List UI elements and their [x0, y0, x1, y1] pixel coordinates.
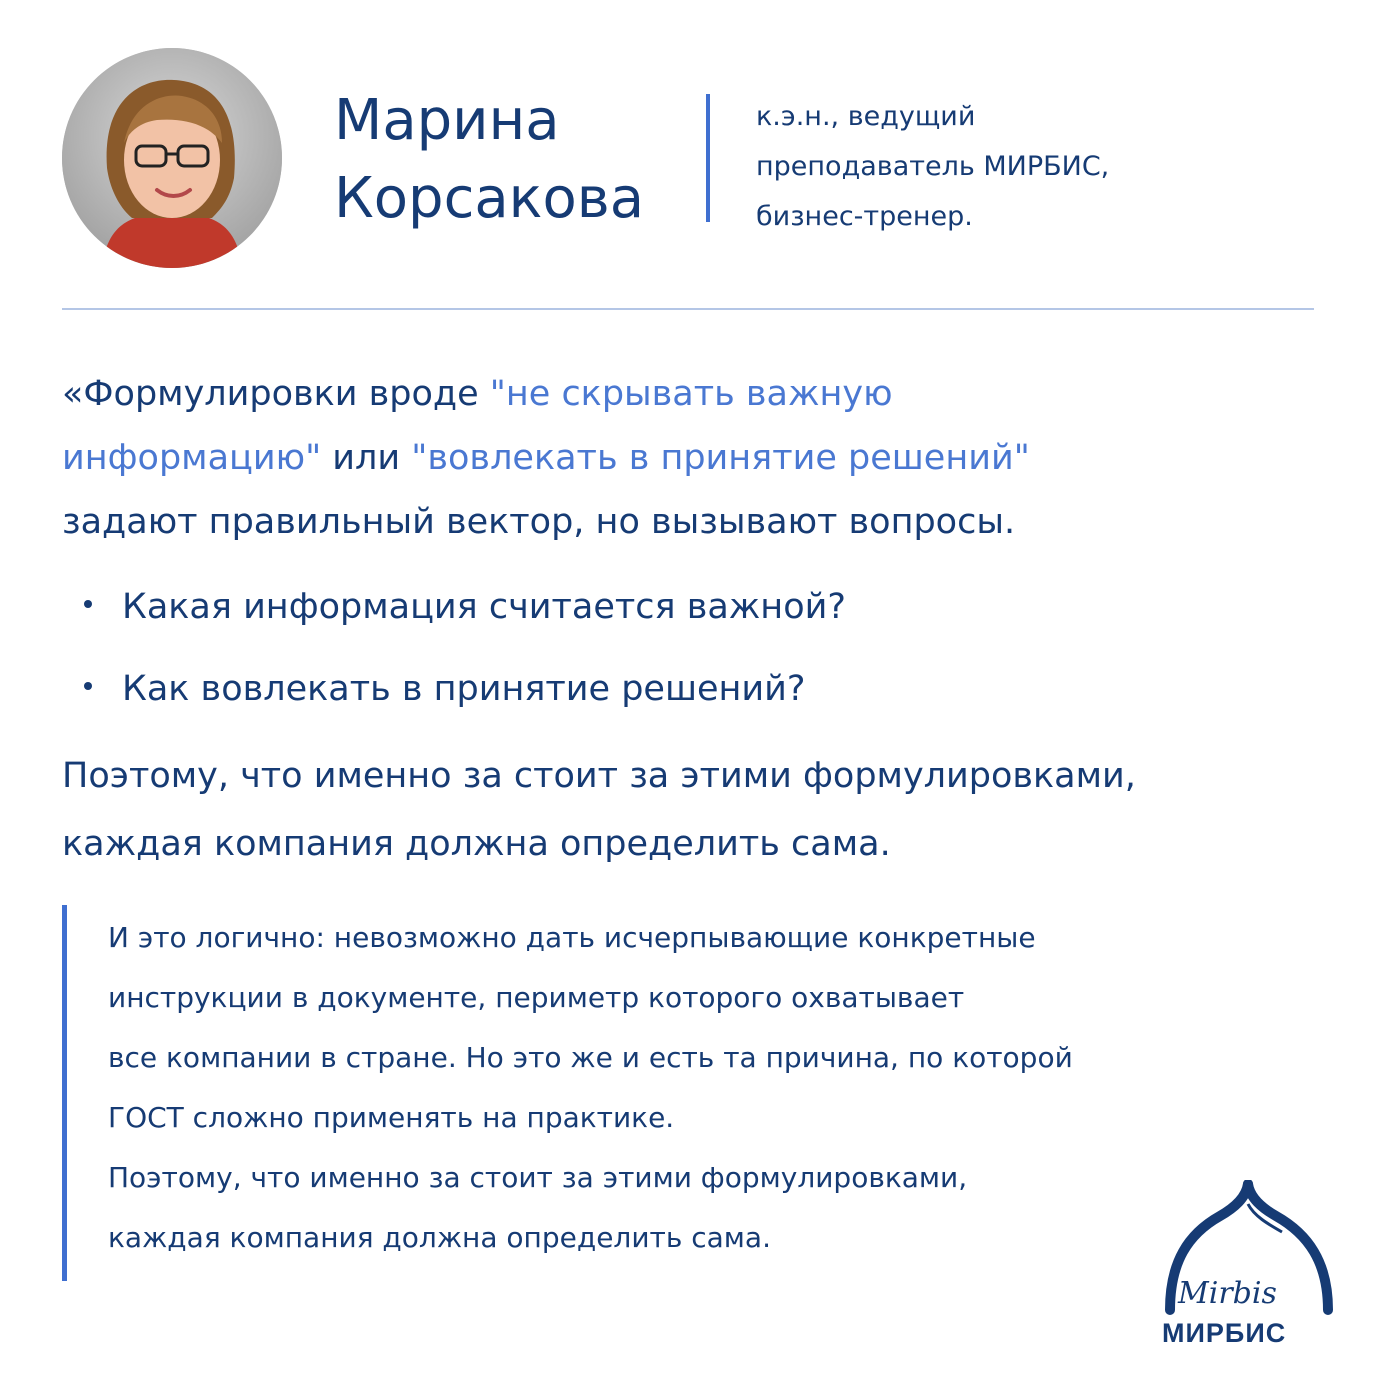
name-divider [706, 94, 710, 222]
speaker-first-name: Марина [334, 88, 560, 153]
logo-wordmark: МИРБИС [1162, 1318, 1287, 1348]
question-list [84, 578, 846, 742]
note-block [108, 908, 1338, 1268]
conclusion-line: Поэтому, что именно за стоит за этими формулировками, [62, 756, 1136, 796]
note-line: все компании в стране. Но это же и есть та причина, по которой [108, 1041, 1073, 1074]
list-item [84, 578, 846, 660]
note-line: ГОСТ сложно применять на практике. [108, 1101, 675, 1134]
conclusion-line: каждая компания должна определить сама. [62, 824, 891, 864]
list-item [84, 660, 846, 742]
list-item-text: Как вовлекать в принятие решений? [122, 669, 806, 709]
note-line: Поэтому, что именно за стоит за этими формулировками, [108, 1161, 968, 1194]
quote-highlight: информацию" [62, 438, 322, 478]
speaker-last-name: Корсакова [334, 166, 645, 231]
role-line: бизнес-тренер. [756, 201, 973, 232]
note-line: каждая компания должна определить сама. [108, 1221, 771, 1254]
speaker-photo [62, 48, 282, 268]
note-line: инструкции в документе, периметр которого охватывает [108, 981, 965, 1014]
quote-highlight: "вовлекать в принятие решений" [411, 438, 1030, 478]
quote-block [62, 362, 1352, 554]
role-line: преподаватель МИРБИС, [756, 151, 1110, 182]
quote-line-1 [62, 362, 1352, 426]
speaker-role [756, 92, 1316, 242]
bullet-icon [84, 600, 92, 608]
conclusion-text [62, 742, 1352, 878]
note-line: И это логично: невозможно дать исчерпывающие конкретные [108, 921, 1036, 954]
header-separator [62, 308, 1314, 310]
quote-line-3: задают правильный вектор, но вызывают вопросы. [62, 502, 1016, 542]
list-item-text: Какая информация считается важной? [122, 587, 846, 627]
logo-script-text: Mirbis [1178, 1276, 1277, 1311]
note-accent-bar [62, 905, 67, 1281]
quote-highlight: "не скрывать важную [489, 374, 893, 414]
bullet-icon [84, 682, 92, 690]
speaker-name [334, 82, 644, 238]
quote-text: или [321, 438, 412, 478]
role-line: к.э.н., ведущий [756, 101, 976, 132]
quote-line-2 [62, 426, 1352, 490]
quote-text: «Формулировки вроде [62, 374, 490, 414]
